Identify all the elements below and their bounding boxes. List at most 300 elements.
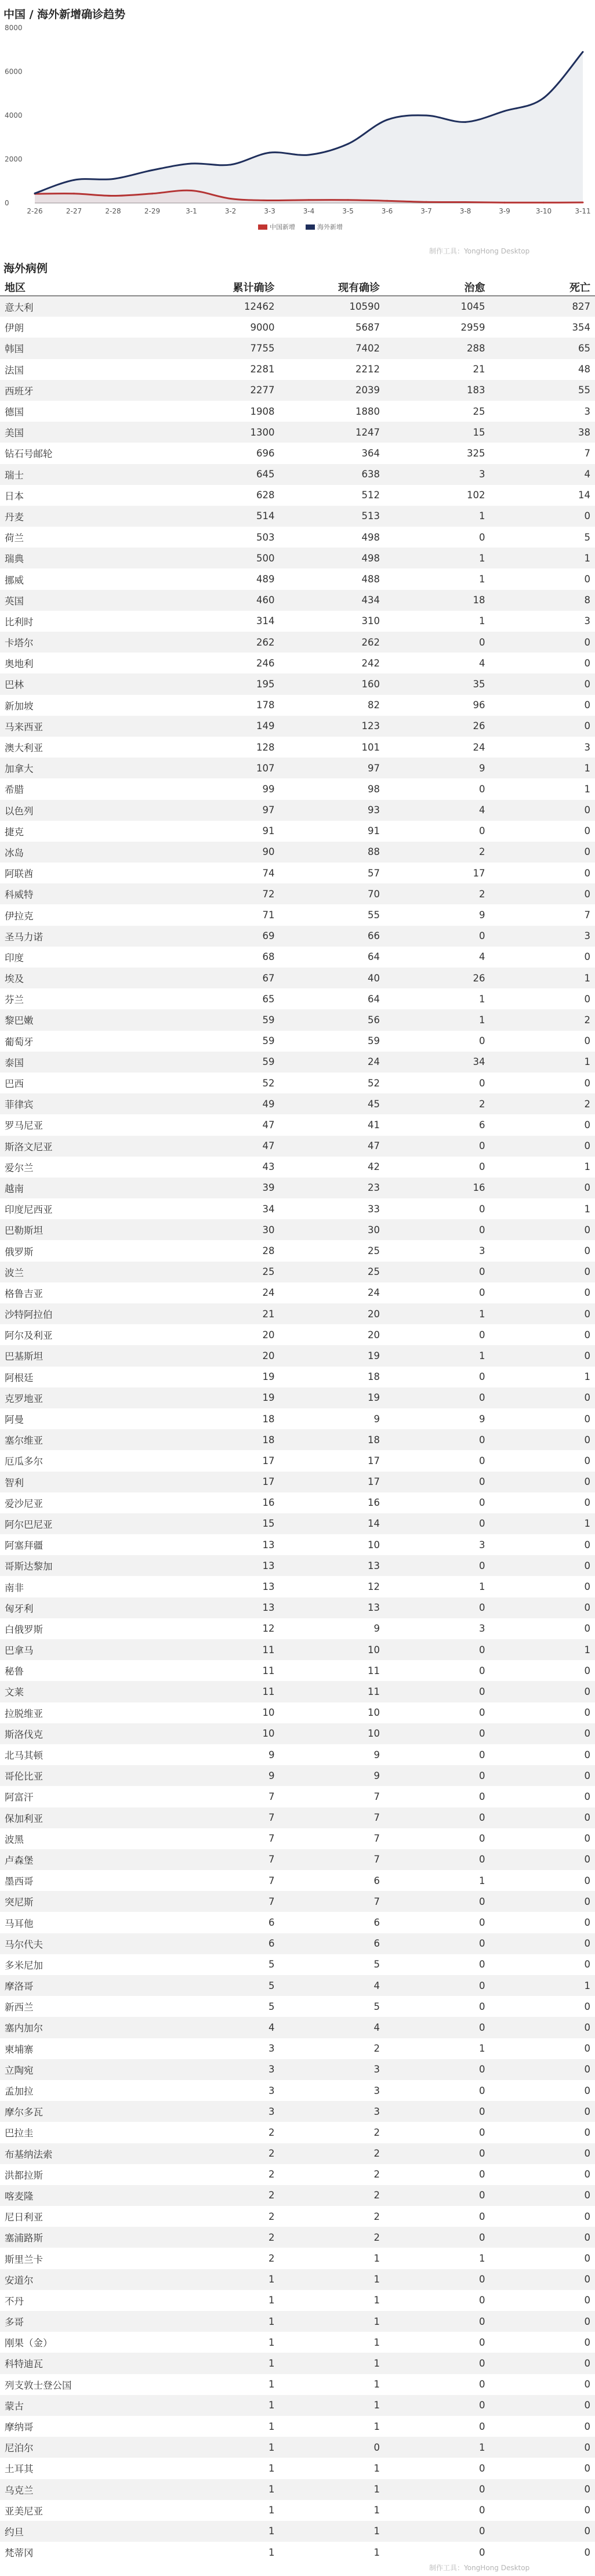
cell-current-confirmed: 56 bbox=[368, 1014, 380, 1026]
cell-total-confirmed: 1908 bbox=[250, 405, 275, 417]
table-row bbox=[0, 2311, 595, 2332]
table-row bbox=[0, 317, 595, 338]
cell-deaths: 827 bbox=[572, 301, 590, 313]
cell-cured: 0 bbox=[479, 1833, 485, 1845]
cell-deaths: 0 bbox=[584, 2085, 590, 2096]
cell-region: 南非 bbox=[5, 1582, 24, 1593]
table-row bbox=[0, 568, 595, 589]
header-total-confirmed[interactable]: 累计确诊 bbox=[233, 281, 275, 294]
cell-cured: 3 bbox=[479, 1539, 485, 1550]
cell-cured: 0 bbox=[479, 1812, 485, 1824]
cell-deaths: 5 bbox=[584, 531, 590, 543]
cell-total-confirmed: 1 bbox=[269, 2546, 275, 2558]
y-tick-label: 2000 bbox=[5, 155, 23, 164]
cell-deaths: 0 bbox=[584, 1896, 590, 1907]
cell-current-confirmed: 20 bbox=[368, 1329, 380, 1340]
cell-current-confirmed: 0 bbox=[373, 2441, 380, 2453]
table-row bbox=[0, 2479, 595, 2500]
cell-total-confirmed: 18 bbox=[262, 1413, 275, 1425]
cell-current-confirmed: 64 bbox=[368, 951, 380, 963]
cell-total-confirmed: 71 bbox=[262, 910, 275, 921]
cell-current-confirmed: 1 bbox=[373, 2357, 380, 2369]
cell-current-confirmed: 3 bbox=[373, 2064, 380, 2075]
table-row bbox=[0, 485, 595, 506]
cell-total-confirmed: 2 bbox=[269, 2190, 275, 2201]
table-row bbox=[0, 401, 595, 422]
table-row bbox=[0, 443, 595, 463]
cell-deaths: 0 bbox=[584, 1581, 590, 1593]
cell-current-confirmed: 82 bbox=[368, 700, 380, 711]
table-row bbox=[0, 842, 595, 863]
cell-cured: 0 bbox=[479, 2211, 485, 2222]
cell-current-confirmed: 2 bbox=[373, 2190, 380, 2201]
cell-current-confirmed: 3 bbox=[373, 2085, 380, 2096]
cell-current-confirmed: 1 bbox=[373, 2253, 380, 2265]
cell-cured: 0 bbox=[479, 1707, 485, 1719]
cell-region: 孟加拉 bbox=[5, 2086, 34, 2097]
cell-current-confirmed: 2 bbox=[373, 2169, 380, 2180]
x-tick-label: 3-10 bbox=[535, 207, 552, 215]
cell-total-confirmed: 43 bbox=[262, 1161, 275, 1173]
cell-total-confirmed: 39 bbox=[262, 1182, 275, 1194]
table-row bbox=[0, 821, 595, 842]
table-row bbox=[0, 1849, 595, 1870]
table-row bbox=[0, 800, 595, 821]
cell-deaths: 0 bbox=[584, 2316, 590, 2327]
cell-cured: 3 bbox=[479, 1623, 485, 1635]
cell-cured: 0 bbox=[479, 2336, 485, 2348]
cell-region: 奥地利 bbox=[5, 658, 34, 670]
table-row bbox=[0, 548, 595, 568]
cell-current-confirmed: 498 bbox=[361, 552, 380, 564]
table-row bbox=[0, 1723, 595, 1744]
cell-region: 拉脱维亚 bbox=[5, 1708, 43, 1719]
cell-current-confirmed: 1 bbox=[373, 2336, 380, 2348]
cell-current-confirmed: 6 bbox=[373, 1875, 380, 1886]
table-row bbox=[0, 863, 595, 883]
cell-current-confirmed: 123 bbox=[361, 720, 380, 732]
cell-cured: 0 bbox=[479, 2484, 485, 2495]
cell-deaths: 0 bbox=[584, 700, 590, 711]
cell-region: 罗马尼亚 bbox=[5, 1120, 43, 1132]
cell-deaths: 0 bbox=[584, 1875, 590, 1886]
cell-region: 哥斯达黎加 bbox=[5, 1561, 53, 1573]
table-row bbox=[0, 1975, 595, 1996]
cell-current-confirmed: 1 bbox=[373, 2505, 380, 2516]
cell-region: 爱沙尼亚 bbox=[5, 1498, 43, 1509]
cell-deaths: 0 bbox=[584, 1329, 590, 1340]
table-row bbox=[0, 1345, 595, 1366]
cell-current-confirmed: 3 bbox=[373, 2106, 380, 2117]
cell-deaths: 0 bbox=[584, 805, 590, 816]
table-row bbox=[0, 2227, 595, 2248]
cell-deaths: 0 bbox=[584, 1959, 590, 1970]
cell-total-confirmed: 1 bbox=[269, 2316, 275, 2327]
cell-total-confirmed: 5 bbox=[269, 2001, 275, 2012]
legend-swatch-overseas bbox=[306, 224, 315, 230]
cell-total-confirmed: 2 bbox=[269, 2126, 275, 2138]
cell-current-confirmed: 19 bbox=[368, 1350, 380, 1361]
cell-cured: 24 bbox=[473, 741, 485, 753]
table-row bbox=[0, 2101, 595, 2122]
cell-cured: 9 bbox=[479, 1413, 485, 1425]
cell-cured: 1 bbox=[479, 1581, 485, 1593]
cell-deaths: 1 bbox=[584, 1644, 590, 1655]
cell-total-confirmed: 24 bbox=[262, 1287, 275, 1299]
table-row bbox=[0, 1009, 595, 1030]
cell-region: 保加利亚 bbox=[5, 1813, 43, 1824]
cell-current-confirmed: 2 bbox=[373, 2211, 380, 2222]
cell-region: 列支敦士登公国 bbox=[5, 2379, 72, 2391]
cell-region: 格鲁吉亚 bbox=[5, 1288, 43, 1299]
cell-cured: 0 bbox=[479, 2421, 485, 2432]
x-tick-label: 2-26 bbox=[27, 207, 43, 215]
cell-deaths: 1 bbox=[584, 1518, 590, 1530]
x-tick-label: 3-3 bbox=[264, 207, 275, 215]
cell-current-confirmed: 9 bbox=[373, 1623, 380, 1635]
cell-region: 澳大利亚 bbox=[5, 742, 43, 754]
cell-region: 马尔代夫 bbox=[5, 1939, 43, 1950]
cell-cured: 0 bbox=[479, 2126, 485, 2138]
cell-total-confirmed: 2 bbox=[269, 2211, 275, 2222]
cell-deaths: 3 bbox=[584, 741, 590, 753]
table-row bbox=[0, 1891, 595, 1912]
cell-total-confirmed: 2 bbox=[269, 2231, 275, 2243]
cell-deaths: 0 bbox=[584, 2126, 590, 2138]
cell-cured: 9 bbox=[479, 762, 485, 774]
table-row bbox=[0, 778, 595, 799]
table-row bbox=[0, 758, 595, 778]
table-row bbox=[0, 1136, 595, 1157]
cell-total-confirmed: 49 bbox=[262, 1098, 275, 1110]
cell-current-confirmed: 2 bbox=[373, 2043, 380, 2055]
cell-region: 蒙古 bbox=[5, 2400, 24, 2412]
watermark-bottom: 制作工具：YongHong Desktop bbox=[429, 2564, 530, 2572]
cell-current-confirmed: 12 bbox=[368, 1581, 380, 1593]
cell-deaths: 0 bbox=[584, 867, 590, 879]
table-row bbox=[0, 1744, 595, 1765]
cell-total-confirmed: 13 bbox=[262, 1581, 275, 1593]
cell-current-confirmed: 30 bbox=[368, 1224, 380, 1236]
cell-region: 伊朗 bbox=[5, 323, 24, 334]
cell-region: 挪威 bbox=[5, 574, 24, 586]
cell-deaths: 0 bbox=[584, 993, 590, 1005]
cell-current-confirmed: 262 bbox=[361, 636, 380, 648]
cell-total-confirmed: 90 bbox=[262, 846, 275, 858]
cell-total-confirmed: 97 bbox=[262, 805, 275, 816]
cell-region: 泰国 bbox=[5, 1057, 24, 1068]
cell-region: 新西兰 bbox=[5, 2002, 34, 2013]
cell-region: 安道尔 bbox=[5, 2274, 34, 2286]
cell-current-confirmed: 24 bbox=[368, 1287, 380, 1299]
cell-cured: 18 bbox=[473, 595, 485, 606]
cell-cured: 0 bbox=[479, 1602, 485, 1614]
cell-deaths: 0 bbox=[584, 1140, 590, 1152]
table-row bbox=[0, 2395, 595, 2416]
cell-deaths: 0 bbox=[584, 1119, 590, 1131]
table-row bbox=[0, 2437, 595, 2458]
cell-current-confirmed: 10590 bbox=[349, 301, 380, 313]
cell-region: 乌克兰 bbox=[5, 2484, 34, 2496]
cell-total-confirmed: 59 bbox=[262, 1056, 275, 1068]
cell-region: 马耳他 bbox=[5, 1918, 34, 1929]
watermark-top: 制作工具：YongHong Desktop bbox=[429, 247, 530, 255]
cell-total-confirmed: 1 bbox=[269, 2400, 275, 2411]
y-tick-label: 6000 bbox=[5, 67, 23, 76]
table-row bbox=[0, 590, 595, 611]
cell-current-confirmed: 40 bbox=[368, 972, 380, 984]
cell-total-confirmed: 246 bbox=[256, 657, 275, 669]
cell-region: 摩尔多瓦 bbox=[5, 2107, 43, 2118]
cell-cured: 288 bbox=[467, 342, 485, 354]
x-tick-label: 3-1 bbox=[186, 207, 197, 215]
cell-cured: 6 bbox=[479, 1119, 485, 1131]
cell-cured: 0 bbox=[479, 2021, 485, 2033]
cell-current-confirmed: 513 bbox=[361, 510, 380, 522]
cell-current-confirmed: 14 bbox=[368, 1518, 380, 1530]
cell-current-confirmed: 52 bbox=[368, 1077, 380, 1089]
table-row bbox=[0, 653, 595, 673]
cell-current-confirmed: 33 bbox=[368, 1203, 380, 1215]
cell-cured: 0 bbox=[479, 2231, 485, 2243]
cell-total-confirmed: 5 bbox=[269, 1959, 275, 1970]
cell-current-confirmed: 13 bbox=[368, 1560, 380, 1571]
cell-current-confirmed: 2039 bbox=[355, 385, 380, 396]
cell-deaths: 14 bbox=[578, 490, 590, 501]
cell-deaths: 48 bbox=[578, 364, 590, 375]
cell-region: 墨西哥 bbox=[5, 1876, 34, 1887]
header-deaths[interactable]: 死亡 bbox=[569, 281, 590, 294]
cell-cured: 0 bbox=[479, 1287, 485, 1299]
table-row bbox=[0, 1765, 595, 1786]
cell-total-confirmed: 13 bbox=[262, 1602, 275, 1614]
table-row bbox=[0, 1219, 595, 1240]
cell-cured: 0 bbox=[479, 1203, 485, 1215]
cell-region: 多米尼加 bbox=[5, 1959, 43, 1971]
cell-total-confirmed: 12 bbox=[262, 1623, 275, 1635]
cell-deaths: 0 bbox=[584, 2064, 590, 2075]
cell-deaths: 0 bbox=[584, 657, 590, 669]
cell-cured: 0 bbox=[479, 2379, 485, 2390]
table-row bbox=[0, 1681, 595, 1702]
cell-cured: 0 bbox=[479, 1560, 485, 1571]
cell-total-confirmed: 489 bbox=[256, 574, 275, 585]
cell-current-confirmed: 10 bbox=[368, 1707, 380, 1719]
cell-deaths: 0 bbox=[584, 1749, 590, 1760]
cell-region: 斯洛文尼亚 bbox=[5, 1141, 53, 1153]
cell-deaths: 0 bbox=[584, 2190, 590, 2201]
cell-cured: 0 bbox=[479, 2400, 485, 2411]
cell-region: 意大利 bbox=[5, 302, 34, 313]
cell-region: 韩国 bbox=[5, 343, 24, 355]
cell-region: 巴勒斯坦 bbox=[5, 1225, 43, 1237]
table-row bbox=[0, 1639, 595, 1660]
cell-total-confirmed: 28 bbox=[262, 1245, 275, 1257]
cell-current-confirmed: 638 bbox=[361, 469, 380, 480]
cell-total-confirmed: 2277 bbox=[250, 385, 275, 396]
table-row bbox=[0, 1786, 595, 1807]
cell-total-confirmed: 15 bbox=[262, 1518, 275, 1530]
cell-cured: 0 bbox=[479, 636, 485, 648]
cell-cured: 0 bbox=[479, 1476, 485, 1488]
cell-current-confirmed: 1 bbox=[373, 2316, 380, 2327]
header-current-confirmed[interactable]: 现有确诊 bbox=[338, 281, 380, 294]
cell-deaths: 0 bbox=[584, 1686, 590, 1697]
cell-region: 沙特阿拉伯 bbox=[5, 1309, 53, 1321]
cell-region: 西班牙 bbox=[5, 385, 34, 397]
cell-cured: 25 bbox=[473, 405, 485, 417]
legend-label-overseas[interactable]: 海外新增 bbox=[317, 223, 343, 231]
cell-cured: 96 bbox=[473, 700, 485, 711]
x-tick-label: 2-28 bbox=[105, 207, 121, 215]
cell-region: 以色列 bbox=[5, 805, 34, 817]
cell-deaths: 0 bbox=[584, 2484, 590, 2495]
cell-cured: 3 bbox=[479, 1245, 485, 1257]
cell-region: 巴基斯坦 bbox=[5, 1351, 43, 1363]
table-row bbox=[0, 1282, 595, 1303]
cell-cured: 1045 bbox=[460, 301, 485, 313]
cell-total-confirmed: 3 bbox=[269, 2085, 275, 2096]
cell-region: 突尼斯 bbox=[5, 1897, 34, 1908]
cell-deaths: 1 bbox=[584, 972, 590, 984]
cell-region: 阿联酋 bbox=[5, 868, 34, 880]
cell-cured: 2 bbox=[479, 846, 485, 858]
cell-deaths: 0 bbox=[584, 1791, 590, 1802]
cell-deaths: 7 bbox=[584, 910, 590, 921]
cell-total-confirmed: 1 bbox=[269, 2526, 275, 2537]
cell-region: 立陶宛 bbox=[5, 2064, 34, 2076]
cell-cured: 0 bbox=[479, 1140, 485, 1152]
cell-total-confirmed: 1 bbox=[269, 2336, 275, 2348]
cell-total-confirmed: 69 bbox=[262, 930, 275, 942]
table-row bbox=[0, 527, 595, 548]
cell-total-confirmed: 628 bbox=[256, 490, 275, 501]
cell-total-confirmed: 1 bbox=[269, 2484, 275, 2495]
cell-cured: 26 bbox=[473, 972, 485, 984]
cell-deaths: 0 bbox=[584, 1728, 590, 1740]
cell-cured: 0 bbox=[479, 2190, 485, 2201]
cell-region: 伊拉克 bbox=[5, 910, 34, 922]
cell-region: 尼日利亚 bbox=[5, 2212, 43, 2223]
cell-region: 日本 bbox=[5, 490, 24, 502]
y-tick-label: 4000 bbox=[5, 111, 23, 119]
cell-total-confirmed: 99 bbox=[262, 783, 275, 795]
cell-current-confirmed: 41 bbox=[368, 1119, 380, 1131]
cell-deaths: 0 bbox=[584, 2526, 590, 2537]
cell-cured: 2 bbox=[479, 1098, 485, 1110]
cell-deaths: 0 bbox=[584, 2106, 590, 2117]
cell-deaths: 0 bbox=[584, 1350, 590, 1361]
cell-cured: 0 bbox=[479, 2001, 485, 2012]
cell-region: 芬兰 bbox=[5, 994, 24, 1006]
header-cured[interactable]: 治愈 bbox=[464, 281, 485, 294]
cell-cured: 0 bbox=[479, 1854, 485, 1865]
cell-cured: 1 bbox=[479, 993, 485, 1005]
legend-label-china[interactable]: 中国新增 bbox=[270, 223, 295, 231]
cell-deaths: 0 bbox=[584, 1854, 590, 1865]
cell-cured: 0 bbox=[479, 1371, 485, 1383]
cell-total-confirmed: 500 bbox=[256, 552, 275, 564]
table-row bbox=[0, 2290, 595, 2311]
cell-cured: 0 bbox=[479, 1980, 485, 1991]
table-row bbox=[0, 926, 595, 947]
cell-cured: 0 bbox=[479, 1938, 485, 1950]
table-row bbox=[0, 737, 595, 758]
cell-deaths: 0 bbox=[584, 1476, 590, 1488]
cell-total-confirmed: 2 bbox=[269, 2148, 275, 2160]
data-point-overseas bbox=[347, 143, 349, 145]
table-row bbox=[0, 1262, 595, 1282]
cell-region: 越南 bbox=[5, 1183, 24, 1194]
cell-current-confirmed: 488 bbox=[361, 574, 380, 585]
cell-total-confirmed: 1 bbox=[269, 2441, 275, 2453]
table-row bbox=[0, 2248, 595, 2269]
cell-deaths: 0 bbox=[584, 2295, 590, 2306]
cell-cured: 0 bbox=[479, 1077, 485, 1089]
cell-current-confirmed: 1 bbox=[373, 2526, 380, 2537]
cell-total-confirmed: 17 bbox=[262, 1455, 275, 1466]
cell-region: 埃及 bbox=[5, 973, 24, 985]
table-row bbox=[0, 2164, 595, 2185]
data-point-overseas bbox=[151, 169, 153, 171]
cell-current-confirmed: 25 bbox=[368, 1266, 380, 1278]
cell-current-confirmed: 10 bbox=[368, 1728, 380, 1740]
cell-cured: 0 bbox=[479, 2169, 485, 2180]
cell-region: 阿曼 bbox=[5, 1414, 24, 1426]
cell-cured: 0 bbox=[479, 2295, 485, 2306]
cell-total-confirmed: 19 bbox=[262, 1392, 275, 1404]
cell-current-confirmed: 11 bbox=[368, 1665, 380, 1676]
cell-deaths: 0 bbox=[584, 2379, 590, 2390]
cell-total-confirmed: 91 bbox=[262, 825, 275, 837]
cell-total-confirmed: 696 bbox=[256, 447, 275, 459]
cell-total-confirmed: 645 bbox=[256, 469, 275, 480]
cell-total-confirmed: 6 bbox=[269, 1917, 275, 1929]
cell-cured: 4 bbox=[479, 657, 485, 669]
cell-region: 捷克 bbox=[5, 826, 24, 838]
cell-total-confirmed: 9000 bbox=[250, 321, 275, 333]
chart-title: 中国 / 海外新增确诊趋势 bbox=[3, 8, 126, 21]
table-row bbox=[0, 1597, 595, 1618]
cell-region: 圣马力诺 bbox=[5, 931, 43, 943]
table-row bbox=[0, 2521, 595, 2542]
cell-region: 阿尔及利亚 bbox=[5, 1330, 53, 1342]
cell-deaths: 0 bbox=[584, 1077, 590, 1089]
table-row bbox=[0, 2416, 595, 2437]
cell-total-confirmed: 11 bbox=[262, 1644, 275, 1655]
cell-deaths: 0 bbox=[584, 1917, 590, 1929]
cell-deaths: 0 bbox=[584, 1434, 590, 1445]
table-row bbox=[0, 2206, 595, 2227]
cell-current-confirmed: 1 bbox=[373, 2274, 380, 2285]
x-tick-label: 3-9 bbox=[499, 207, 510, 215]
data-point-overseas bbox=[504, 110, 506, 112]
cell-current-confirmed: 19 bbox=[368, 1392, 380, 1404]
cell-deaths: 8 bbox=[584, 595, 590, 606]
cell-total-confirmed: 18 bbox=[262, 1434, 275, 1445]
cell-total-confirmed: 30 bbox=[262, 1224, 275, 1236]
header-region[interactable]: 地区 bbox=[5, 281, 26, 294]
cell-cured: 0 bbox=[479, 1959, 485, 1970]
cell-region: 德国 bbox=[5, 407, 24, 418]
table-row bbox=[0, 1178, 595, 1198]
cell-total-confirmed: 460 bbox=[256, 595, 275, 606]
table-header-row bbox=[0, 278, 595, 296]
cell-total-confirmed: 19 bbox=[262, 1371, 275, 1383]
trend-area-chart bbox=[0, 0, 595, 255]
table-row bbox=[0, 1912, 595, 1933]
table-row bbox=[0, 1408, 595, 1429]
